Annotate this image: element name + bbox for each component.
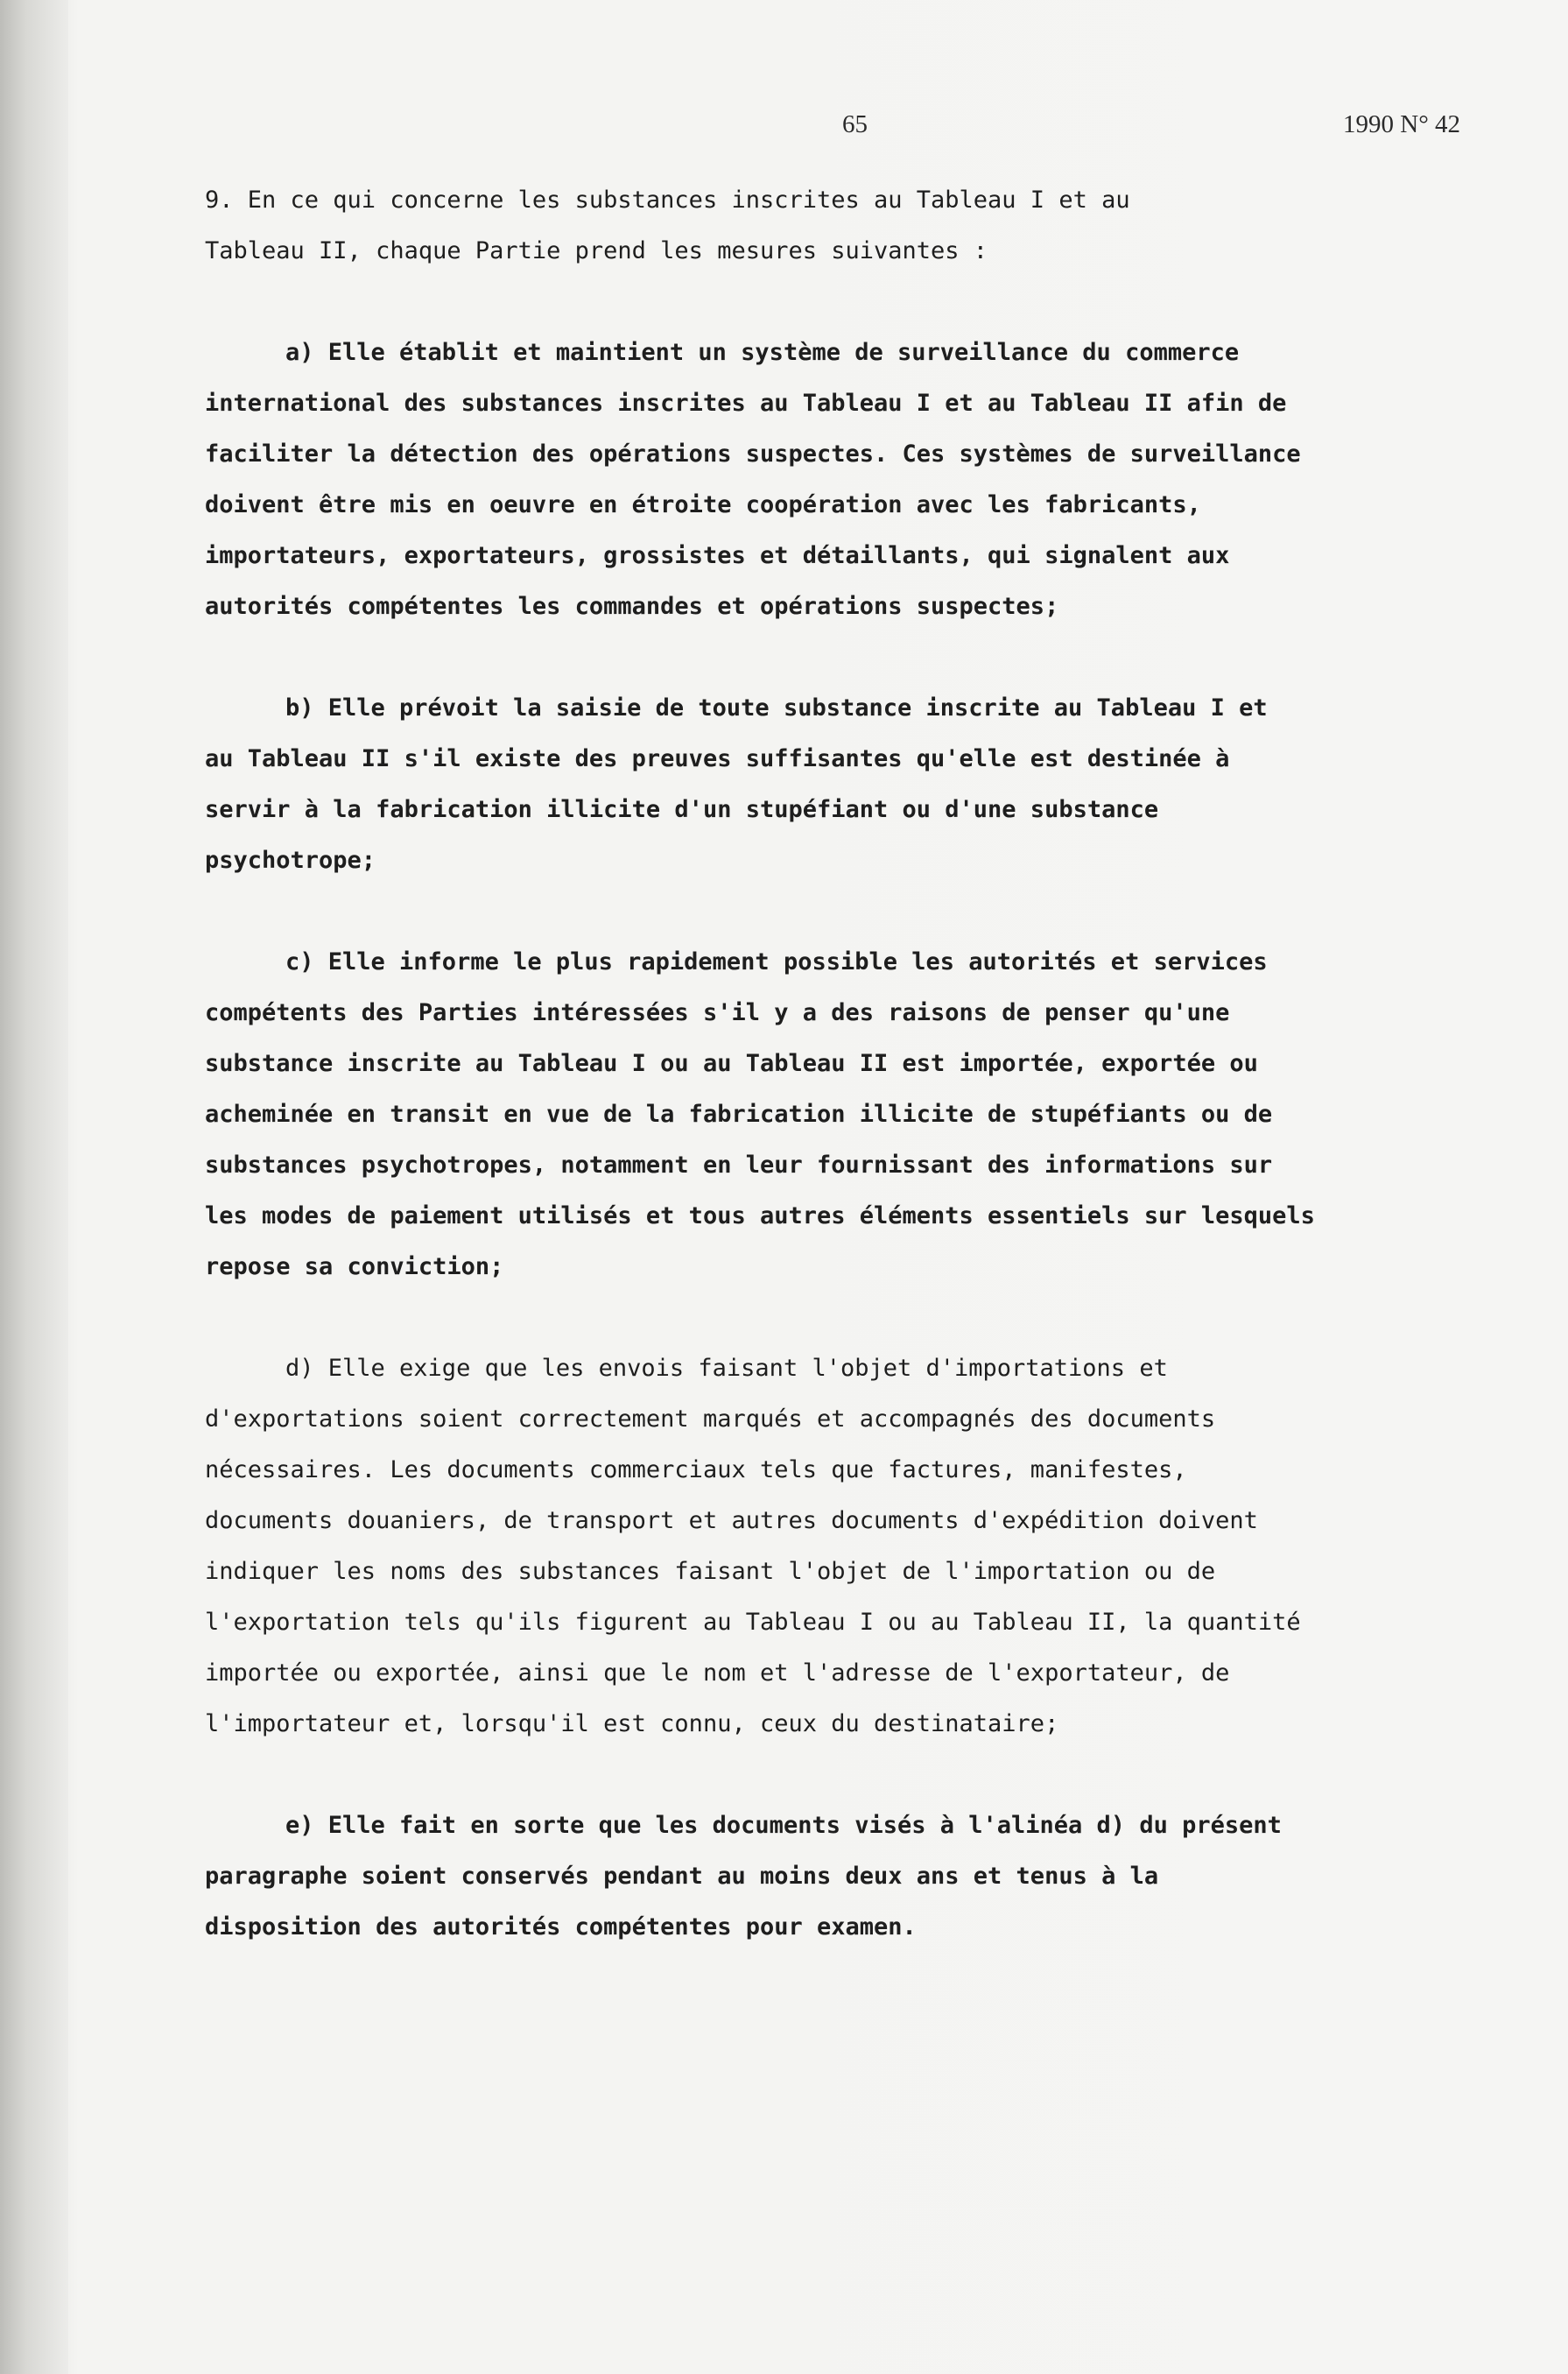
text-line: acheminée en transit en vue de la fabrication illicite de stupéfiants ou de <box>205 1101 1273 1128</box>
subparagraph-b <box>205 683 1492 886</box>
text-line: documents douaniers, de transport et autres documents d'expédition doivent <box>205 1507 1258 1534</box>
text-line: c) Elle informe le plus rapidement possible les autorités et services <box>285 948 1268 976</box>
text-line: psychotrope; <box>205 847 376 874</box>
text-line: l'exportation tels qu'ils figurent au Tableau I ou au Tableau II, la quantité <box>205 1609 1301 1636</box>
text-line: au Tableau II s'il existe des preuves suffisantes qu'elle est destinée à <box>205 745 1230 772</box>
text-line: repose sa conviction; <box>205 1253 504 1280</box>
text-line: Tableau II, chaque Partie prend les mesures suivantes : <box>205 237 988 264</box>
text-line: b) Elle prévoit la saisie de toute substance inscrite au Tableau I et <box>285 694 1268 722</box>
text-line: importée ou exportée, ainsi que le nom et l'adresse de l'exportateur, de <box>205 1659 1230 1687</box>
text-line: substances psychotropes, notamment en leur fournissant des informations sur <box>205 1152 1273 1179</box>
text-line: faciliter la détection des opérations suspectes. Ces systèmes de surveillance <box>205 440 1301 468</box>
text-line: les modes de paiement utilisés et tous autres éléments essentiels sur lesquels <box>205 1202 1315 1229</box>
page-header <box>0 110 1568 145</box>
text-line: substance inscrite au Tableau I ou au Tableau II est importée, exportée ou <box>205 1050 1258 1077</box>
text-line: a) Elle établit et maintient un système de surveillance du commerce <box>285 339 1240 366</box>
text-line: d) Elle exige que les envois faisant l'objet d'importations et <box>285 1355 1168 1382</box>
text-line: d'exportations soient correctement marqués et accompagnés des documents <box>205 1405 1216 1433</box>
text-line: 9. En ce qui concerne les substances inscrites au Tableau I et au <box>205 187 1130 214</box>
text-line: indiquer les noms des substances faisant l'objet de l'importation ou de <box>205 1558 1216 1585</box>
text-line: l'importateur et, lorsqu'il est connu, ceux du destinataire; <box>205 1710 1059 1737</box>
text-line: nécessaires. Les documents commerciaux tels que factures, manifestes, <box>205 1456 1187 1483</box>
text-line: doivent être mis en oeuvre en étroite coopération avec les fabricants, <box>205 491 1201 518</box>
text-line: e) Elle fait en sorte que les documents visés à l'alinéa d) du présent <box>285 1812 1282 1839</box>
article-body <box>205 175 1492 1953</box>
text-line: servir à la fabrication illicite d'un stupéfiant ou d'une substance <box>205 796 1159 823</box>
text-line: importateurs, exportateurs, grossistes et détaillants, qui signalent aux <box>205 542 1230 569</box>
text-line: autorités compétentes les commandes et opérations suspectes; <box>205 593 1059 620</box>
text-line: disposition des autorités compétentes pour examen. <box>205 1913 917 1941</box>
paragraph-9 <box>205 175 1492 277</box>
binding-shadow <box>0 0 68 2374</box>
issue-reference: 1990 N° 42 <box>1343 110 1461 138</box>
page-number: 65 <box>842 110 868 138</box>
subparagraph-c <box>205 937 1492 1293</box>
subparagraph-a <box>205 328 1492 632</box>
text-line: paragraphe soient conservés pendant au moins deux ans et tenus à la <box>205 1863 1159 1890</box>
subparagraph-e <box>205 1800 1492 1953</box>
text-line: compétents des Parties intéressées s'il y a des raisons de penser qu'une <box>205 999 1230 1026</box>
subparagraph-d <box>205 1343 1492 1750</box>
text-line: international des substances inscrites au Tableau I et au Tableau II afin de <box>205 390 1287 417</box>
